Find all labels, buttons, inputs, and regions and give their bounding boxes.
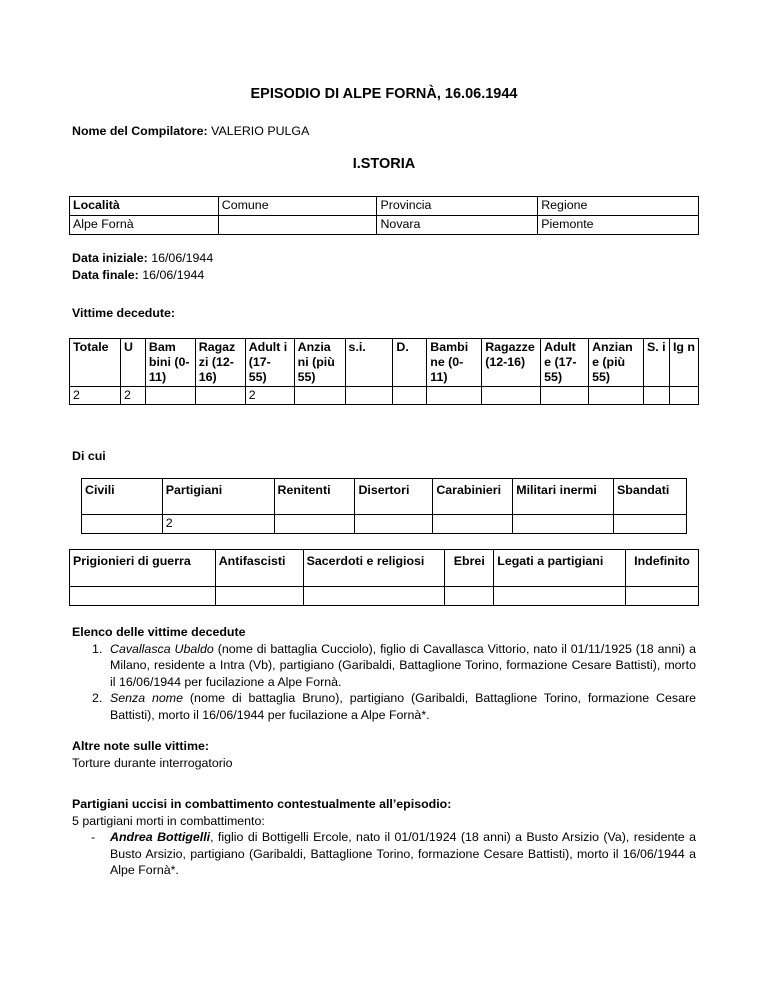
header-comune: Comune [218,197,377,216]
category-value [355,515,433,534]
category-value: 2 [162,515,274,534]
start-date-label: Data iniziale: [72,251,148,265]
victims-header: S. i [644,339,670,387]
compiler-label: Nome del Compilatore: [72,124,208,138]
category-value [274,515,355,534]
location-table [69,196,699,235]
section-title: I.STORIA [352,156,416,172]
victims-value [195,387,245,405]
category-header: Partigiani [162,479,274,515]
header-regione: Regione [538,197,699,216]
category-header: Carabinieri [433,479,513,515]
value-regione: Piemonte [538,216,699,235]
victims-header: Anzian e (più 55) [589,339,644,387]
category-value [215,587,303,606]
victims-header: Ig n [669,339,698,387]
partisan-name: Andrea Bottigelli [110,830,211,844]
victims-list-heading: Elenco delle vittime decedute [72,625,246,639]
category-header: Sbandati [614,479,687,515]
value-provincia: Novara [377,216,538,235]
document-title: EPISODIO DI ALPE FORNÀ, 16.06.1944 [250,86,518,102]
victims-header: Bam bini (0- 11) [145,339,195,387]
list-item-number: 1. [92,641,103,656]
category-header: Civili [82,479,163,515]
victims-value [669,387,698,405]
category-value [494,587,626,606]
category-value [445,587,494,606]
categories-table-2 [69,549,699,606]
start-date-line [72,251,213,265]
victims-header: Anzia ni (più 55) [294,339,345,387]
combat-heading: Partigiani uccisi in combattimento contestualmente all’episodio: [72,797,452,811]
victims-value: 2 [120,387,145,405]
start-date-value: 16/06/1944 [151,251,214,265]
category-header: Prigionieri di guerra [70,550,216,587]
victims-value [294,387,345,405]
victim-details: (nome di battaglia Cucciolo), figlio di Cavallasca Vittorio, nato il 01/11/1925 (18 anni) a Milano, residente a Intra (Vb), partigiano (Garibaldi, Battaglione Torino, formazione Cesare Battisti), morto il 16/06/1944 per fucilazione a Alpe Fornà. [110,641,696,689]
victims-header: Bambi ne (0- 11) [427,339,482,387]
category-header: Ebrei [445,550,494,587]
combat-section [72,796,696,879]
categories-table-1 [81,478,687,534]
victims-value [145,387,195,405]
victim-details: (nome di battaglia Bruno), partigiano (Garibaldi, Battaglione Torino, formazione Cesare Battisti), morto il 16/06/1944 per fucilazione a Alpe Fornà*. [110,691,696,722]
end-date-value: 16/06/1944 [142,268,205,282]
category-header: Legati a partigiani [494,550,626,587]
victim-name: Cavallasca Ubaldo [110,641,214,656]
header-localita: Località [70,197,219,216]
category-header: Sacerdoti e religiosi [303,550,445,587]
category-value [70,587,216,606]
victims-value [345,387,393,405]
category-header: Renitenti [274,479,355,515]
category-value [82,515,163,534]
compiler-line [72,124,309,138]
value-localita: Alpe Fornà [70,216,219,235]
victims-label: Vittime decedute: [72,306,176,320]
header-provincia: Provincia [377,197,538,216]
other-notes-heading: Altre note sulle vittime: [72,739,210,753]
victims-list [72,624,696,723]
victims-value: 2 [70,387,121,405]
category-header: Antifascisti [215,550,303,587]
list-item [72,641,696,691]
category-value [433,515,513,534]
victims-header: s.i. [345,339,393,387]
victims-header: D. [393,339,427,387]
victims-header: Ragaz zi (12- 16) [195,339,245,387]
list-dash: - [91,830,96,844]
victims-value [393,387,427,405]
compiler-value: VALERIO PULGA [211,124,310,138]
end-date-label: Data finale: [72,268,139,282]
victims-header: Adult e (17- 55) [541,339,589,387]
category-header: Militari inermi [513,479,614,515]
list-item [72,829,696,879]
value-comune [218,216,377,235]
victims-table [69,338,699,405]
list-item [72,690,696,723]
victims-value [644,387,670,405]
other-notes [72,738,696,771]
category-header: Disertori [355,479,433,515]
victims-header: Adult i (17- 55) [245,339,294,387]
category-value [303,587,445,606]
category-value [614,515,687,534]
victims-value [427,387,482,405]
of-which-label: Di cui [72,449,106,463]
other-notes-text: Torture durante interrogatorio [72,755,233,770]
category-header: Indefinito [626,550,699,587]
victims-header: U [120,339,145,387]
partisan-details: , figlio di Bottigelli Ercole, nato il 01/01/1924 (18 anni) a Busto Arsizio (Va), residente a Busto Arsizio, partigiano (Garibaldi, Battaglione Torino, formazione Cesare Battisti), morto il 16/06/1944 a Alpe Fornà*. [110,830,696,877]
category-value [626,587,699,606]
end-date-line [72,268,204,282]
list-item-number: 2. [92,691,103,705]
combat-summary: 5 partigiani morti in combattimento: [72,813,265,828]
victims-value [541,387,589,405]
victims-value [589,387,644,405]
victims-header: Ragazze (12-16) [482,339,541,387]
victims-value: 2 [245,387,294,405]
category-value [513,515,614,534]
victims-header: Totale [70,339,121,387]
victims-value [482,387,541,405]
victim-name: Senza nome [110,691,184,705]
